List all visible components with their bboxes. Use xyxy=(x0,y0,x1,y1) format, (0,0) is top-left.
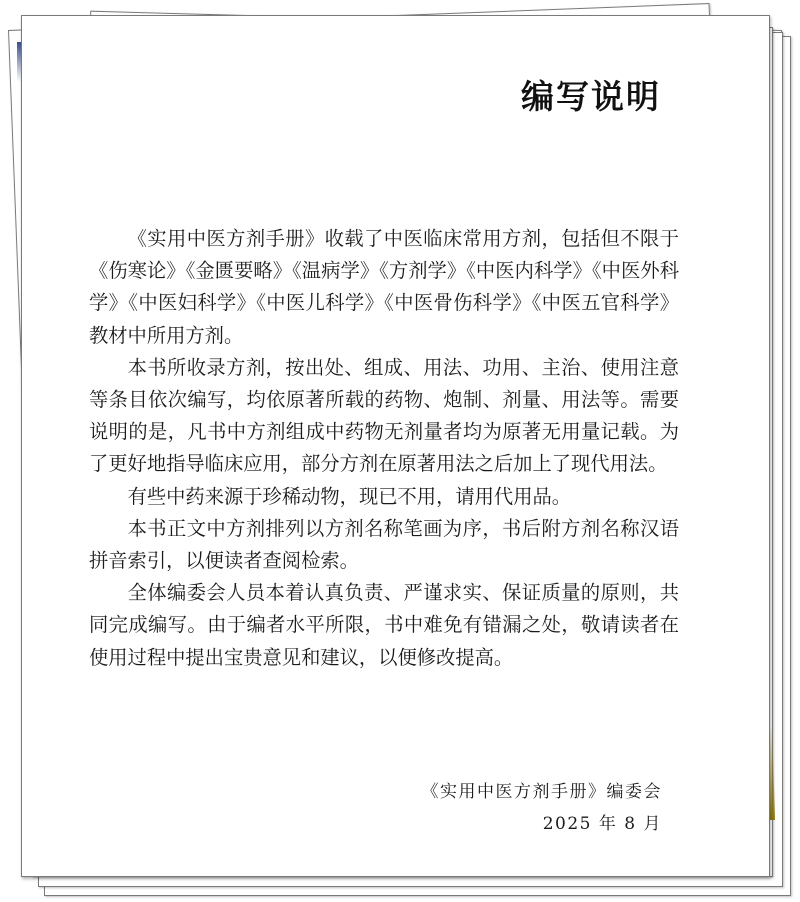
paragraph-structure: 本书所收录方剂，按出处、组成、用法、功用、主治、使用注意等条目依次编写，均依原著所载的药物、炮制、剂量、用法等。需要说明的是，凡书中方剂组成中药物无剂量者均为原著无用量记载。为了更好地指导临床应用，部分方剂在原著用法之后加上了现代用法。 xyxy=(89,355,679,476)
paragraph-acknowledgement: 全体编委会人员本着认真负责、严谨求实、保证质量的原则，共同完成编写。由于编者水平所限，书中难免有错漏之处，敬请读者在使用过程中提出宝贵意见和建议，以便修改提高。 xyxy=(89,581,679,669)
paragraph-rare-animals: 有些中药来源于珍稀动物，现已不用，请用代用品。 xyxy=(127,484,572,508)
body-text xyxy=(89,223,679,674)
signature-date: 2025 年 8 月 xyxy=(542,814,662,834)
signature-block xyxy=(422,776,663,840)
document-page xyxy=(21,15,770,877)
page-title: 编写说明 xyxy=(521,77,661,116)
paragraph-scope: 《实用中医方剂手册》收载了中医临床常用方剂，包括但不限于《伤寒论》《金匮要略》《温病学》《方剂学》《中医内科学》《中医外科学》《中医妇科学》《中医儿科学》《中医骨伤科学》《中医五官科学》教材中所用方剂。 xyxy=(89,227,679,347)
paragraph-ordering: 本书正文中方剂排列以方剂名称笔画为序，书后附方剂名称汉语拼音索引，以便读者查阅检索。 xyxy=(89,516,679,573)
signature-author: 《实用中医方剂手册》编委会 xyxy=(421,782,662,802)
